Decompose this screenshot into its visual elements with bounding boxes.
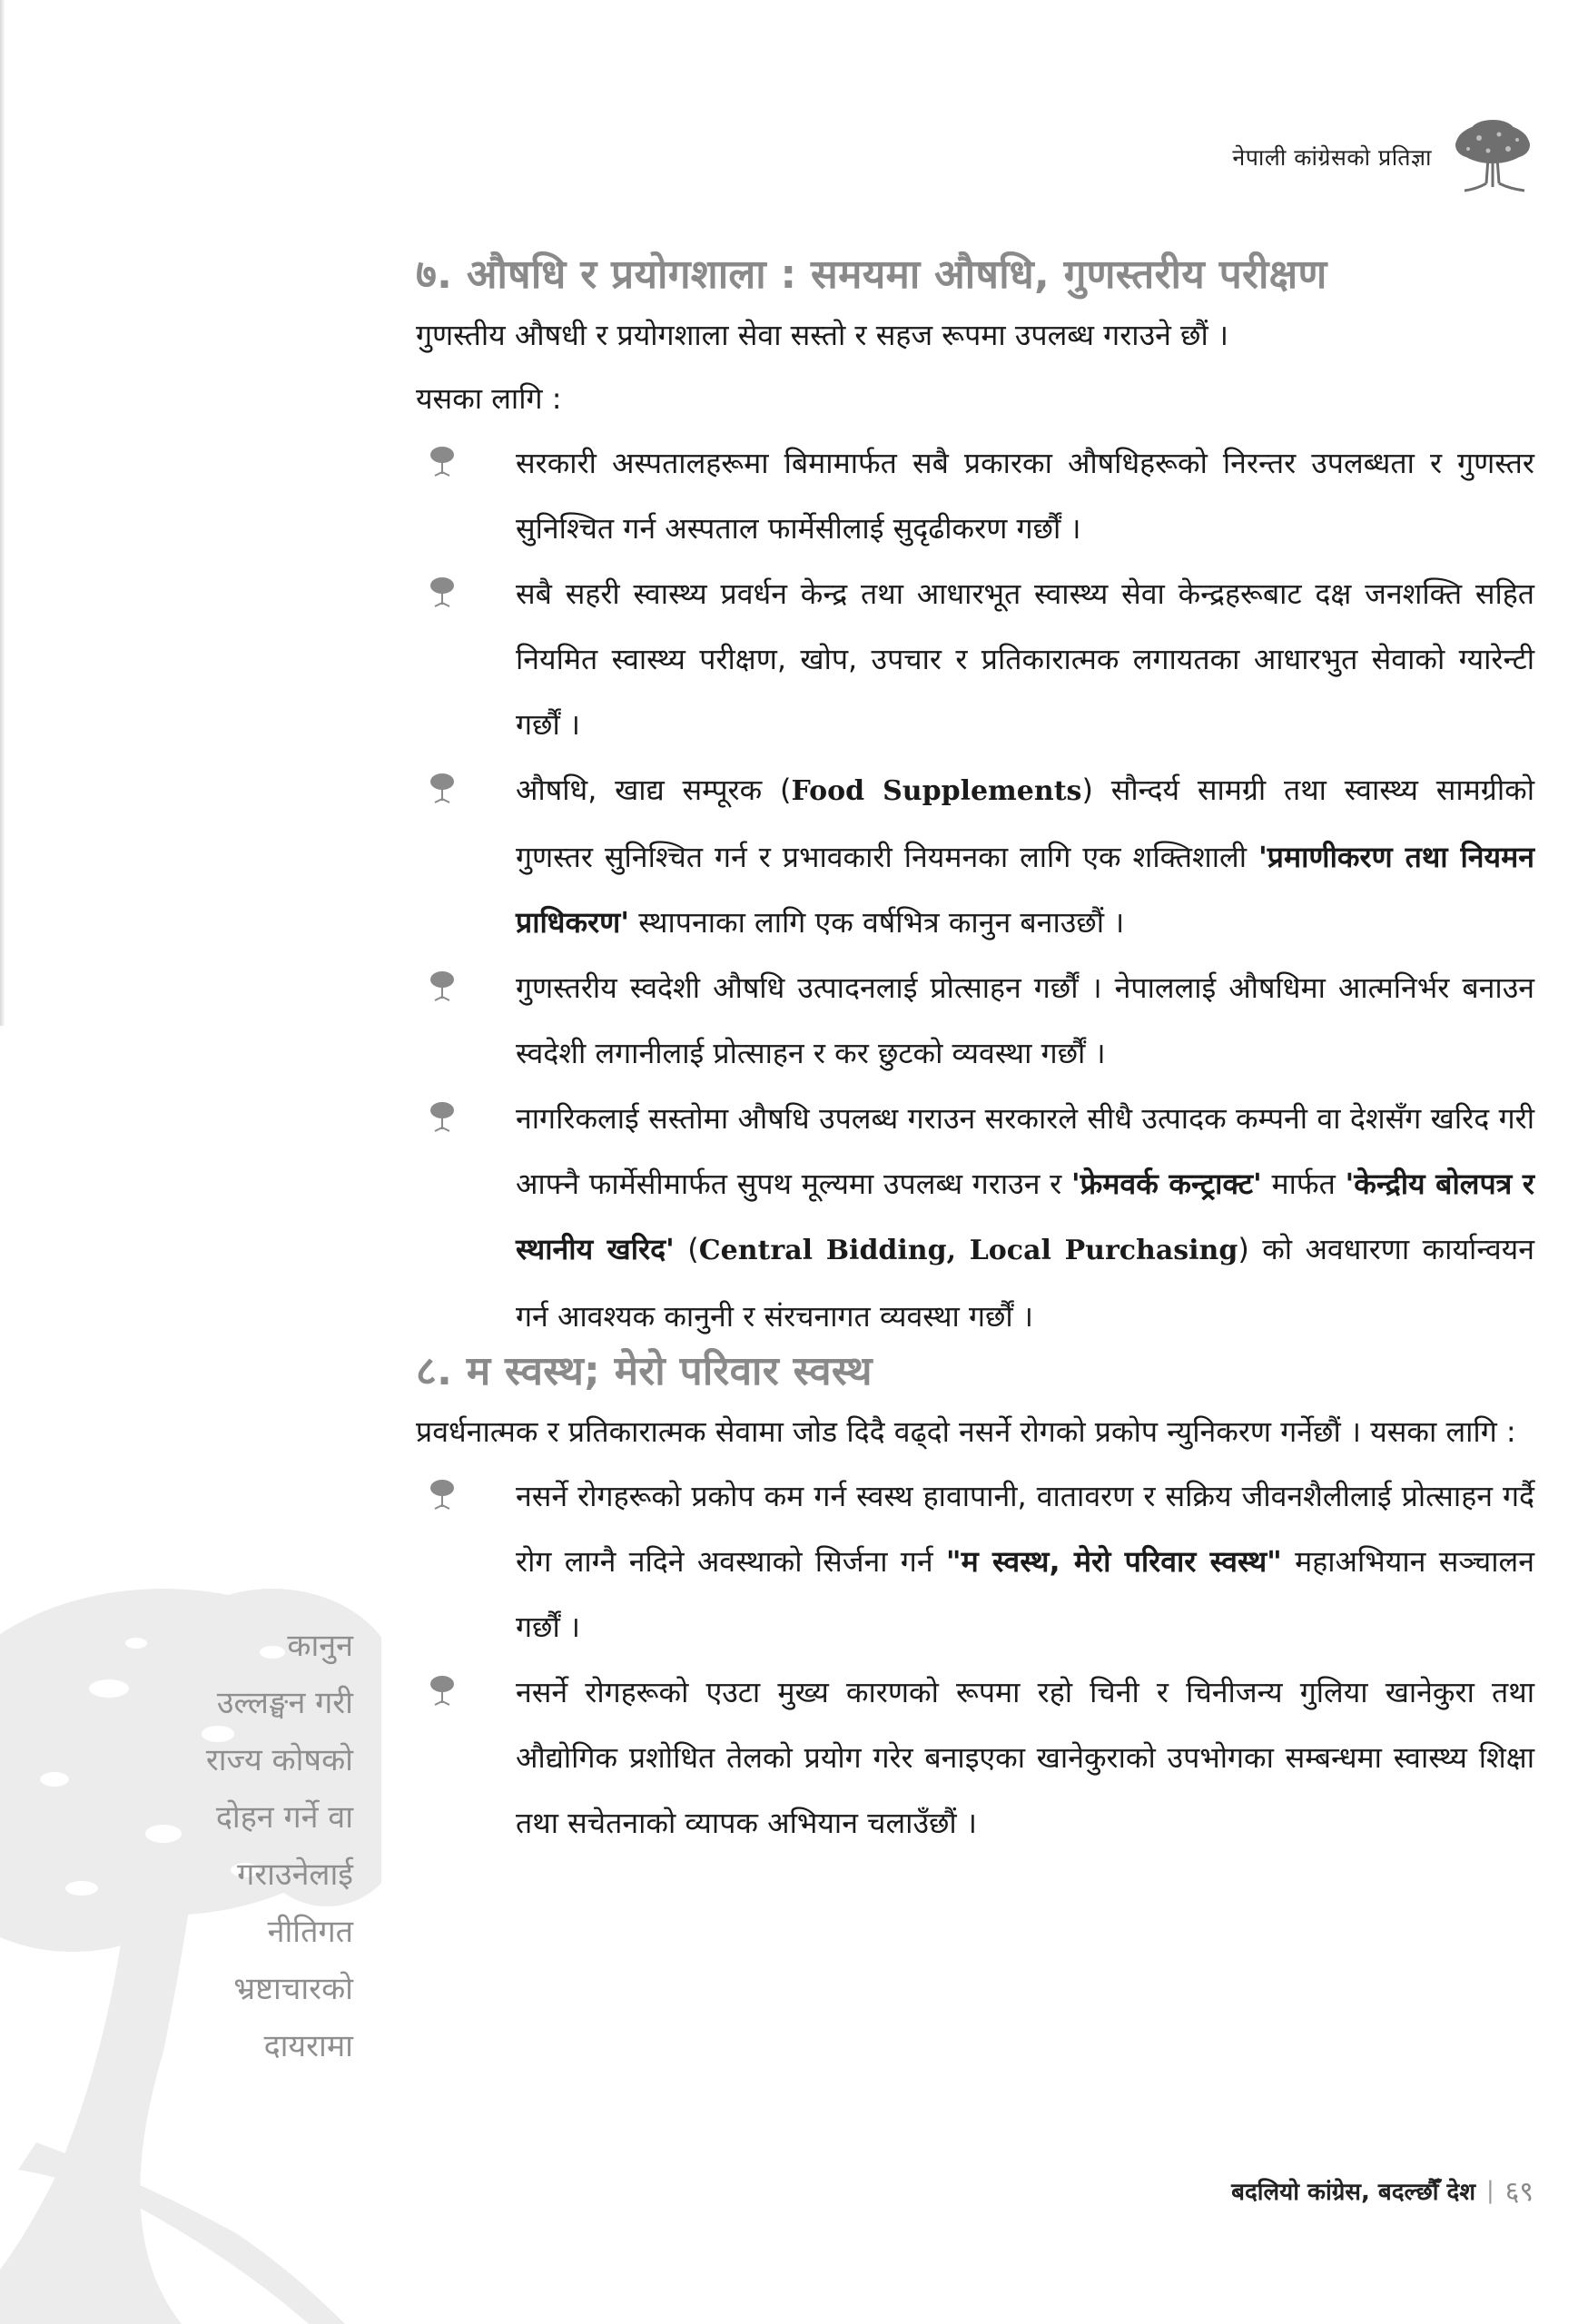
page-number: ६९ — [1504, 2176, 1534, 2208]
list-item — [416, 1086, 1534, 1349]
pull-quote-line: भ्रष्टाचारको — [233, 1971, 353, 2007]
list-item-text: मार्फत — [1261, 1167, 1346, 1201]
list-item-text: ) सौन्दर्य सामग्री तथा स्वास्थ्य सामग्रीको गुणस्तर सुनिश्चित गर्न र प्रभावकारी नियमनका लागि एक शक्तिशाली — [516, 773, 1534, 874]
list-item — [416, 430, 1534, 561]
list-item-text: गुणस्तरीय स्वदेशी औषधि उत्पादनलाई प्रोत्साहन गर्छौं । नेपाललाई औषधिमा आत्मनिर्भर बनाउन स्वदेशी लगानीलाई प्रोत्साहन र कर छुटको व्यवस्था गर्छौं । — [516, 970, 1534, 1070]
list-item — [416, 1659, 1534, 1856]
main-content — [416, 247, 1534, 1856]
section-heading: ८. म स्वस्थ; मेरो परिवार स्वस्थ — [416, 1348, 873, 1394]
list-item-text: औषधि, खाद्य सम्पूरक ( — [516, 773, 792, 807]
list-item-text: नागरिकलाई सस्तोमा औषधि उपलब्ध गराउन सरकारले सीधै उत्पादक कम्पनी वा देशसँग खरिद गरी आफ्नै फार्मेसीमार्फत सुपथ मूल्यमा उपलब्ध गराउन र — [516, 1101, 1534, 1201]
tree-bullet-icon — [429, 772, 456, 804]
pull-quote-line: दायरामा — [263, 2028, 353, 2064]
campaign-name: "म स्वस्थ, मेरो परिवार स्वस्थ" — [945, 1544, 1282, 1579]
section-healthy-family — [416, 1344, 1534, 1856]
bullet-list — [416, 430, 1534, 1349]
banyan-tree-icon — [1452, 118, 1534, 195]
emphasized-term: 'फ्रेमवर्क कन्ट्राक्ट' — [1070, 1167, 1262, 1201]
pull-quote-line: कानुन — [287, 1628, 353, 1664]
footer-separator: | — [1486, 2176, 1494, 2204]
section-heading: ७. औषधि र प्रयोगशाला : समयमा औषधि, गुणस्तरीय परीक्षण — [416, 251, 1327, 298]
list-item-text: स्थापनाका लागि एक वर्षभित्र कानुन बनाउछौं । — [629, 905, 1125, 940]
section-medicine-laboratory — [416, 247, 1534, 1349]
pull-quote-line: उल्लङ्घन गरी — [216, 1685, 353, 1721]
list-item-text: सबै सहरी स्वास्थ्य प्रवर्धन केन्द्र तथा आधारभूत स्वास्थ्य सेवा केन्द्रहरूबाट दक्ष जनशक्ति सहित नियमित स्वास्थ्य परीक्षण, खोप, उपचार र प्रतिकारात्मक लगायतका आधारभुत सेवाको ग्यारेन्टी गर्छौं । — [516, 576, 1534, 742]
pull-quote-line: दोहन गर्ने वा — [215, 1799, 353, 1836]
list-item-text: ( — [674, 1232, 699, 1266]
intro-line: यसका लागि : — [416, 381, 562, 416]
bullet-list — [416, 1463, 1534, 1856]
intro-line: गुणस्तीय औषधी र प्रयोगशाला सेवा सस्तो र सहज रूपमा उपलब्ध गराउने छौं । — [416, 318, 1229, 352]
page-footer — [1231, 2171, 1534, 2209]
tree-bullet-icon — [429, 576, 456, 608]
list-item — [416, 561, 1534, 757]
list-item-text: ) को अवधारणा कार्यान्वयन गर्न आवश्यक कानुनी र संरचनागत व्यवस्था गर्छौं । — [516, 1232, 1534, 1334]
list-item — [416, 757, 1534, 955]
section-intro: प्रवर्धनात्मक र प्रतिकारात्मक सेवामा जोड दिदै वढ्दो नसर्ने रोगको प्रकोप न्युनिकरण गर्नेछौं । यसका लागि : — [416, 1414, 1516, 1449]
english-term: Central Bidding, Local Purchasing — [698, 1235, 1238, 1266]
list-item — [416, 1463, 1534, 1659]
page-edge-shadow — [0, 0, 5, 1026]
pull-quote — [81, 1618, 353, 2075]
list-item-text: महाअभियान सञ्चालन गर्छौं । — [516, 1544, 1534, 1644]
emphasized-term: 'केन्द्रीय बोलपत्र र स्थानीय खरिद' — [516, 1167, 1534, 1266]
running-title: नेपाली कांग्रेसको प्रतिज्ञा — [1232, 143, 1432, 171]
running-header — [1232, 118, 1534, 195]
emphasized-term: 'प्रमाणीकरण तथा नियमन प्राधिकरण' — [516, 840, 1534, 940]
tree-bullet-icon — [429, 970, 456, 1002]
pull-quote-line: नीतिगत — [267, 1914, 353, 1950]
english-term: Food Supplements — [791, 775, 1082, 807]
pull-quote-line: राज्य कोषको — [205, 1742, 353, 1778]
pull-quote-line: गराउनेलाई — [237, 1856, 353, 1893]
list-item — [416, 955, 1534, 1086]
list-item-text: नसर्ने रोगहरूको एउटा मुख्य कारणको रूपमा रहो चिनी र चिनीजन्य गुलिया खानेकुरा तथा औद्योगिक प्रशोधित तेलको प्रयोग गरेर बनाइएका खानेकुराको उपभोगका सम्बन्धमा स्वास्थ्य शिक्षा तथा सचेतनाको व्यापक अभियान चलाउँछौं । — [516, 1675, 1534, 1840]
footer-slogan: बदलियो कांग्रेस, बदल्छौँ देश — [1231, 2178, 1476, 2206]
tree-bullet-icon — [429, 1674, 456, 1707]
list-item-text: सरकारी अस्पतालहरूमा बिमामार्फत सबै प्रकारका औषधिहरूको निरन्तर उपलब्धता र गुणस्तर सुनिश्चित गर्न अस्पताल फार्मेसीलाई सुदृढीकरण गर्छौं । — [516, 446, 1534, 546]
tree-bullet-icon — [429, 1478, 456, 1511]
tree-bullet-icon — [429, 445, 456, 478]
section-intro — [416, 303, 1534, 430]
tree-bullet-icon — [429, 1100, 456, 1133]
list-item-text: नसर्ने रोगहरूको प्रकोप कम गर्न स्वस्थ हावापानी, वातावरण र सक्रिय जीवनशैलीलाई प्रोत्साहन गर्दै रोग लाग्नै नदिने अवस्थाको सिर्जना गर्न — [516, 1479, 1534, 1579]
